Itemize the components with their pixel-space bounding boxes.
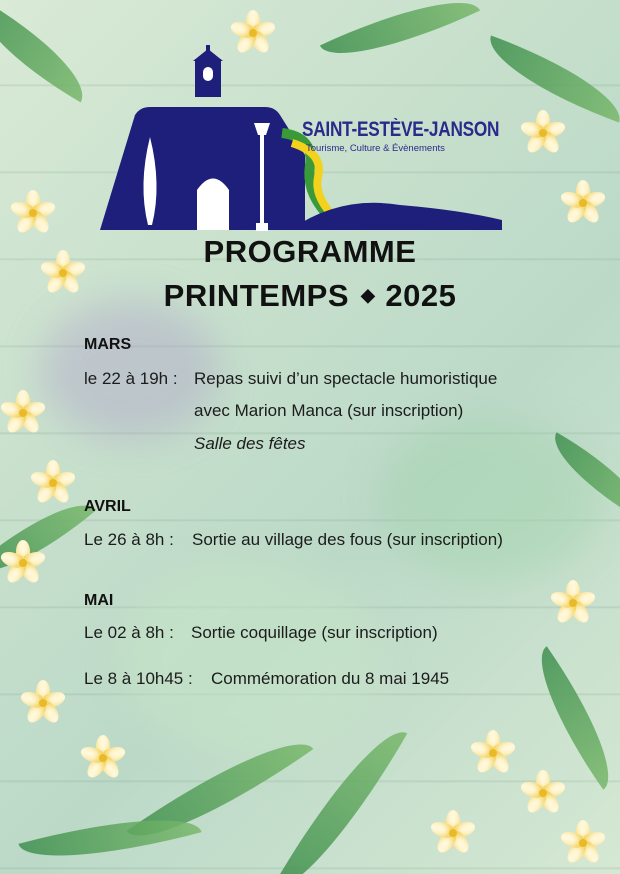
flower-decoration bbox=[0, 390, 46, 436]
flower-decoration bbox=[80, 735, 126, 781]
flower-decoration bbox=[560, 180, 606, 226]
month-heading-mai: MAI bbox=[84, 592, 114, 609]
month-heading-avril: AVRIL bbox=[84, 498, 131, 515]
flower-decoration bbox=[10, 190, 56, 236]
event-description: Commémoration du 8 mai 1945 bbox=[211, 669, 450, 688]
flower-decoration bbox=[550, 580, 596, 626]
title-word: PRINTEMPS bbox=[163, 278, 350, 313]
leaf-decoration bbox=[517, 646, 620, 790]
event-time: Le 26 à 8h : bbox=[84, 530, 174, 549]
brand-tagline: Tourisme, Culture & Évènements bbox=[306, 143, 445, 154]
flower-decoration bbox=[30, 460, 76, 506]
flower-decoration bbox=[520, 770, 566, 816]
event-time: Le 02 à 8h : bbox=[84, 623, 174, 642]
leaf-decoration bbox=[0, 0, 101, 102]
page-title-line-1: PROGRAMME bbox=[203, 234, 417, 269]
event-description: Sortie coquillage (sur inscription) bbox=[191, 623, 438, 642]
event-description: Sortie au village des fous (sur inscription) bbox=[192, 530, 503, 549]
title-year: 2025 bbox=[385, 278, 457, 313]
flower-decoration bbox=[560, 820, 606, 866]
flower-decoration bbox=[0, 540, 46, 586]
flower-decoration bbox=[20, 680, 66, 726]
event-time: le 22 à 19h : bbox=[84, 369, 178, 388]
flower-decoration bbox=[520, 110, 566, 156]
page-title-line-2 bbox=[0, 278, 620, 314]
diamond-separator-icon: ◆ bbox=[361, 285, 376, 305]
flower-decoration bbox=[470, 730, 516, 776]
brand-name: SAINT-ESTÈVE-JANSON bbox=[302, 118, 500, 141]
background-wash bbox=[120, 560, 380, 760]
event-time: Le 8 à 10h45 : bbox=[84, 669, 193, 688]
flower-decoration bbox=[430, 810, 476, 856]
event-description: Repas suivi d’un spectacle humoristique bbox=[194, 369, 498, 388]
event-description-cont: avec Marion Manca (sur inscription) bbox=[194, 401, 464, 420]
month-heading-mars: MARS bbox=[84, 336, 132, 353]
event-location: Salle des fêtes bbox=[194, 434, 306, 453]
